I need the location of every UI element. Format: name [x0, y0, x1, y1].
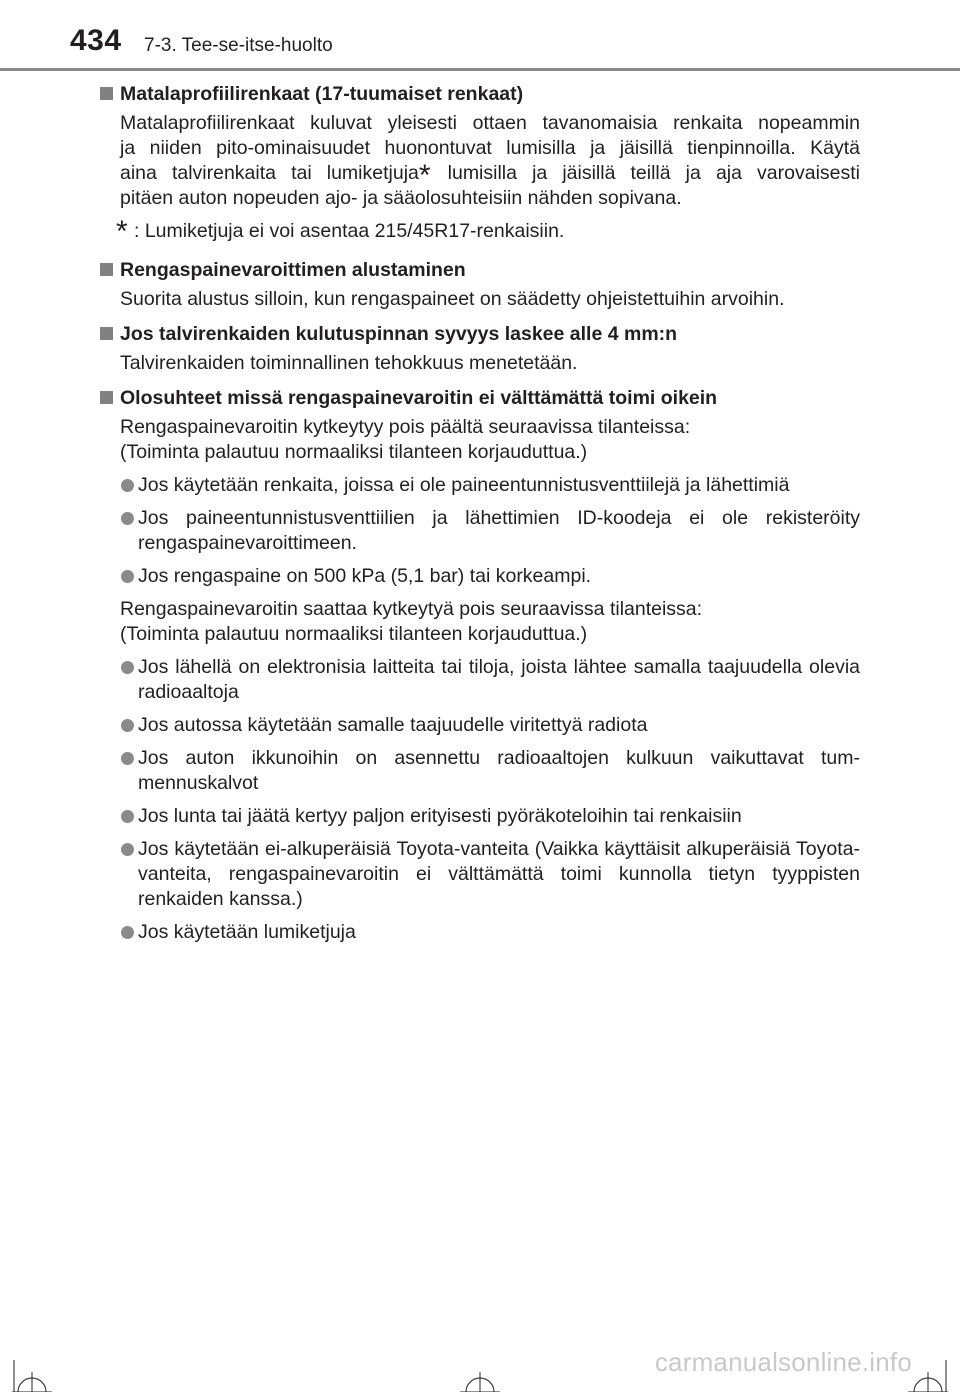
list-item	[120, 920, 860, 945]
circle-bullet-icon	[121, 926, 134, 939]
footnote	[116, 215, 860, 248]
watermark: carmanualsonline.info	[654, 1347, 912, 1377]
heading-text: Olosuhteet missä rengaspainevaroitin ei välttämättä toimi oikein	[120, 387, 718, 409]
circle-bullet-icon	[121, 719, 134, 732]
list-item-text: Jos käytetään renkaita, joissa ei ole paineentunnistusventtiilejä ja lähettimiä	[138, 474, 790, 496]
paragraph-text: lumisilla ja jäisillä teillä ja aja varovaisesti	[432, 162, 860, 184]
section-tpms-conditions	[96, 386, 860, 945]
circle-bullet-icon	[121, 810, 134, 823]
list-item-text: Jos käytetään lumiketjuja	[138, 921, 356, 943]
section-heading	[96, 386, 860, 411]
circle-bullet-icon	[121, 512, 134, 525]
circle-bullet-icon	[121, 661, 134, 674]
circle-bullet-icon	[121, 843, 134, 856]
section-heading	[96, 82, 860, 107]
footnote-text: : Lumiketjuja ei voi asentaa 215/45R17-renkaisiin.	[134, 220, 565, 242]
paragraph-text: aina talvirenkaita tai lumiketjuja	[120, 162, 419, 184]
list-item-text: Jos lähellä on elektronisia laitteita tai tiloja, joista lähtee samalla taajuudella olevia radioaaltoja	[138, 656, 860, 703]
circle-bullet-icon	[121, 752, 134, 765]
circle-bullet-icon	[121, 479, 134, 492]
paragraph-line: Rengaspainevaroitin kytkeytyy pois päältä seuraavissa tilanteissa:	[120, 416, 691, 438]
list-item	[120, 655, 860, 705]
paragraph-line: (Toiminta palautuu normaaliksi tilanteen korjauduttua.)	[120, 623, 588, 645]
list-item-text: Jos käytetään ei-alkuperäisiä Toyota-vanteita (Vaikka käyttäisit alkuperäisiä Toyota-vanteita, rengaspainevaroitin ei välttämättä toimi kunnolla tietyn tyyppisten renkaiden kanssa.)	[138, 838, 860, 910]
paragraph: Talvirenkaiden toiminnallinen tehokkuus menetetään.	[120, 352, 578, 374]
section-heading	[96, 322, 860, 347]
square-bullet-icon	[100, 391, 113, 404]
paragraph-line: pitäen auton nopeuden ajo- ja sääolosuhteisiin nähden sopivana.	[120, 187, 682, 209]
list-item	[120, 713, 860, 738]
list-item	[120, 506, 860, 556]
page-content	[96, 82, 860, 955]
section-winter-tread-depth	[96, 322, 860, 376]
list-item-text: Jos auton ikkunoihin on asennettu radioaaltojen kulkuun vaikuttavat tum-mennuskalvot	[138, 747, 860, 794]
list-item-text: Jos rengaspaine on 500 kPa (5,1 bar) tai korkeampi.	[138, 565, 592, 587]
paragraph-line	[120, 159, 860, 192]
list-item	[120, 804, 860, 829]
footnote-star-icon: *	[418, 159, 431, 192]
footnote-star-icon: *	[116, 215, 128, 248]
page-header	[0, 0, 960, 70]
heading-text: Jos talvirenkaiden kulutuspinnan syvyys laskee alle 4 mm:n	[120, 323, 678, 345]
list-item	[120, 837, 860, 912]
page-number: 434	[70, 24, 122, 57]
heading-text: Rengaspainevaroittimen alustaminen	[120, 259, 466, 281]
section-tpms-init	[96, 258, 860, 312]
list-item-text: Jos lunta tai jäätä kertyy paljon erityisesti pyöräkoteloihin tai renkaisiin	[138, 805, 742, 827]
section-low-profile-tires	[96, 82, 860, 248]
section-heading	[96, 258, 860, 283]
list-item	[120, 564, 860, 589]
list-item	[120, 473, 860, 498]
heading-text: Matalaprofiilirenkaat (17-tuumaiset renkaat)	[120, 83, 524, 105]
paragraph-line: Rengaspainevaroitin saattaa kytkeytyä pois seuraavissa tilanteissa:	[120, 598, 703, 620]
square-bullet-icon	[100, 87, 113, 100]
circle-bullet-icon	[121, 570, 134, 583]
section-title: 7-3. Tee-se-itse-huolto	[144, 35, 333, 56]
paragraph-line: (Toiminta palautuu normaaliksi tilanteen korjauduttua.)	[120, 441, 588, 463]
list-item	[120, 746, 860, 796]
header-divider	[0, 68, 960, 71]
list-item-text: Jos autossa käytetään samalle taajuudelle viritettyä radiota	[138, 714, 648, 736]
list-item-text: Jos paineentunnistusventtiilien ja lähettimien ID-koodeja ei ole rekisteröity rengaspainevaroittimeen.	[138, 507, 860, 554]
square-bullet-icon	[100, 263, 113, 276]
paragraph-line: Matalaprofiilirenkaat kuluvat yleisesti ottaen tavanomaisia renkaita nopeammin	[120, 112, 860, 134]
paragraph-line: ja niiden pito-ominaisuudet huonontuvat lumisilla ja jäisillä tienpinnoilla. Käytä	[120, 137, 860, 159]
paragraph: Suorita alustus silloin, kun rengaspaineet on säädetty ohjeistettuihin arvoihin.	[120, 288, 785, 310]
square-bullet-icon	[100, 327, 113, 340]
